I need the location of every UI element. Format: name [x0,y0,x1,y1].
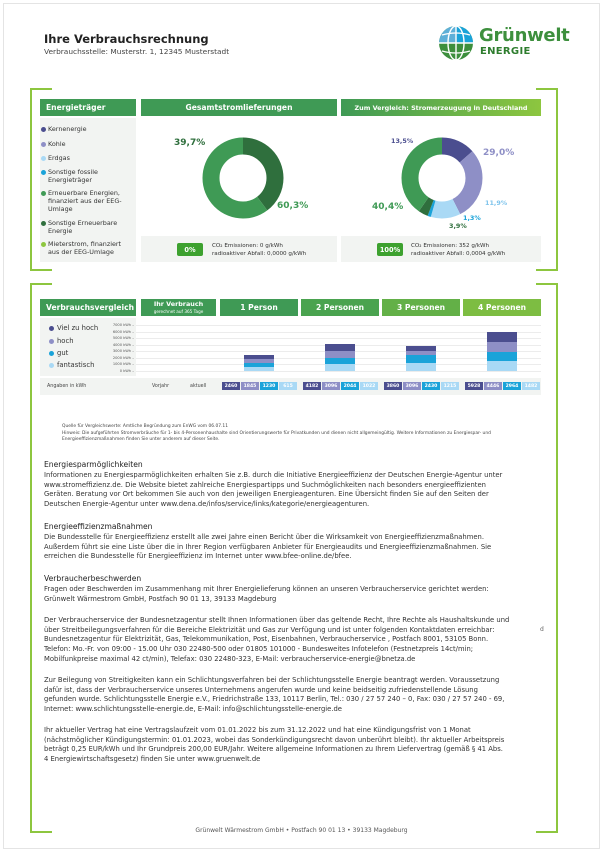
tab-4-personen: 4 Personen [463,299,541,316]
tab-3-personen: 3 Personen [382,299,460,316]
bar-fantastisch [325,364,355,371]
legend-dot-icon [41,242,46,247]
text-bundesnetzagentur: Der Verbraucherservice der Bundesnetzagentur stellt Ihnen Informationen über das geltende Recht, Ihre Rechte als Haushaltskunde und über Streitbeilegungsverfahren für die Bereiche Elektrizität und Gas zur Verfügung und ist unter folgenden Kontaktdaten erreichbar: Bundesnetzagentur für Elektrizität, Gas, Telekommunikation, Post, Eisenbahnen, Verbraucherservice , Postfach 8001, 53105 Bonn. Telefon: Mo.-Fr. von 09:00 - 15.00 Uhr 030 22480-500 oder 01805 101000 - Bundesweites Infotelefon (Festnetzpreis 14ct/min; Mobilfunkpreise maximal 42 ct/min), Telefax: 030 22480-323, E-Mail: verbraucherservice-energie@bnetza.de [44,616,510,663]
legend-dot-icon [41,127,46,132]
mid-emissions: CO₂ Emissionen: 0 g/kWh radioaktiver Abfall: 0,0000 g/kWh [212,243,307,257]
pct-erdgas: 11,9% [485,199,508,207]
globe-icon [437,24,475,62]
value-box-viel-zu-hoch: 3860 [384,382,402,390]
text-vertrag: Ihr aktueller Vertrag hat eine Vertragslaufzeit vom 01.01.2022 bis zum 31.12.2022 und hat eine Kündigungsfrist von 1 Monat (nächstmöglicher Kündigungstermin: 01.01.2023, wobei das Sonderkündigungsrecht davon unberührt bleibt). Ihr aktueller Arbeitspreis beträgt 0,25 EUR/kWh und Ihr Grundpreis 200,00 EUR/Jahr. Weitere allgemeine Informationen zu Ihrem Liefervertrag (gemäß § 41 Abs. 4 Energiewirtschaftsgesetz) finden Sie unter www.gruenwelt.de [44,726,505,764]
page-footer: Grünwelt Wärmestrom GmbH • Postfach 90 01 13 • 39133 Magdeburg [195,827,408,834]
company-logo [437,23,577,63]
tab-verbrauchsvergleich: Verbrauchsvergleich [40,299,136,316]
value-box-viel-zu-hoch: 4182 [303,382,321,390]
value-box-fantastisch: 1482 [522,382,540,390]
legend-eeg: Erneuerbare Energien, finanziert aus der EEG-Umlage [48,189,130,213]
value-box-viel-zu-hoch: 5928 [465,382,483,390]
bar-viel-zu-hoch [487,332,517,342]
text-schlichtung: Zur Beilegung von Streitigkeiten kann ein Schlichtungsverfahren bei der Schlichtungsstelle Energie beantragt werden. Voraussetzung dafür ist, dass der Verbraucherservice unseres Unternehmens angerufen wurde und keine beidseitig zufriedenstellende Lösung gefunden wurde. Schlichtungsstelle Energie e.V., Friedrichstraße 133, 10117 Berlin, Tel.: 030 / 27 57 240 – 0, Fax: 030 / 27 57 240 - 69, Internet: www.schlichtungsstelle-energie.de, E-Mail: info@schlichtungsstelle-energie.de [44,676,505,714]
value-box-gut: 1230 [260,382,278,390]
bar-gut [244,363,274,367]
y-tick-label: 1000 kWh – [112,362,134,367]
logo-subtitle: ENERGIE [480,46,531,57]
value-box-gut: 2964 [503,382,521,390]
pct-eeg-de: 40,4% [372,202,404,212]
bar-viel-zu-hoch [244,355,274,359]
bar-fantastisch [487,361,517,371]
legend-hoch: hoch [57,337,74,345]
gridline [136,338,541,339]
vorjahr-label: Vorjahr [152,384,170,389]
legend-dot-icon [41,156,46,161]
logo-wordmark: Grünwelt [479,25,570,46]
legend-sonstige-fossile: Sonstige fossile Energieträger [48,168,130,184]
bar-viel-zu-hoch [325,344,355,351]
bar-gut [406,355,436,363]
heading-beschwerden: Verbraucherbeschwerden [44,574,142,583]
y-tick-label: 7000 kWh – [112,323,134,327]
legend-fantastisch: fantastisch [57,361,94,369]
pct-sonstige-erneuerbare-de: 3,9% [449,222,467,230]
source-note: Quelle für Vergleichswerte: Amtliche Begründung zum EnWG vom 06.07.11 [62,424,229,429]
gridline [136,325,541,326]
heading-energiespar: Energiesparmöglichkeiten [44,460,143,469]
text-beschwerden: Fragen oder Beschwerden im Zusammenhang mit Ihrer Energielieferung können an unseren Verbraucherservice gerichtet werden: Grünwelt Wärmestrom GmbH, Postfach 90 01 13, 39133 Magdeburg [44,585,489,603]
value-box-hoch: 1845 [241,382,259,390]
pct-sonstige-fossile: 1,3% [463,214,481,222]
aktuell-label: aktuell [190,384,207,389]
legend-dot-icon [49,351,54,356]
y-tick-label: 2000 kWh – [112,355,134,360]
page-title: Ihre Verbrauchsrechnung [44,32,209,46]
consumption-address: Verbrauchsstelle: Musterstr. 1, 12345 Musterstadt [44,47,230,56]
unit-label: Angaben in kWh [47,384,87,389]
value-box-gut: 2430 [422,382,440,390]
legend-sonstige-erneuerbare: Sonstige Erneuerbare Energie [48,219,130,235]
hint-note-cont: Energieeffizienzmaßnahmen finden Sie unter anderem auf dieser Seite. [62,437,220,442]
tab-1-person: 1 Person [220,299,298,316]
legend-dot-icon [41,170,46,175]
legend-dot-icon [49,326,54,331]
bar-hoch [325,351,355,358]
bar-gut [487,352,517,362]
y-tick-label: 4000 kWh – [112,342,134,347]
value-box-fantastisch: 615 [279,382,297,390]
value-box-viel-zu-hoch: 2460 [222,382,240,390]
legend-dot-icon [49,339,54,344]
tab-vergleich-deutschland: Zum Vergleich: Stromerzeugung in Deutschland [341,99,541,116]
stray-mark: d [540,626,544,633]
bar-fantastisch [406,363,436,371]
legend-gut: gut [57,349,68,357]
y-tick-label: 6000 kWh – [112,329,134,334]
y-tick-label: 3000 kWh – [112,349,134,354]
y-tick-label: 5000 kWh – [112,336,134,341]
value-box-fantastisch: 1022 [360,382,378,390]
heading-effizienz: Energieeffizienzmaßnahmen [44,522,153,531]
tab-gesamtstromlieferungen: Gesamtstromlieferungen [141,99,337,116]
tab-ihr-verbrauch: Ihr Verbrauch gerechnet auf 365 Tage [141,299,216,316]
pct-kohle: 29,0% [483,148,515,158]
legend-viel-zu-hoch: Viel zu hoch [57,324,98,332]
right-emissions: CO₂ Emissionen: 352 g/kWh radioaktiver Abfall: 0,0004 g/kWh [411,243,506,257]
legend-dot-icon [41,142,46,147]
legend-erdgas: Erdgas [48,154,70,162]
bar-hoch [487,342,517,352]
y-tick-label: 0 kWh – [119,369,134,373]
legend-dot-icon [49,363,54,368]
bar-gut [325,358,355,365]
hint-note: Hinweis: Die aufgeführten Stromverbräuche für 1- bis 4-Personenhaushalte sind Orientierungswerte für Privatkunden und dienen nicht allgemeingültig. Weitere Informationen zu Energiespar- und [62,431,491,436]
tab-2-personen: 2 Personen [301,299,379,316]
bar-hoch [244,359,274,363]
value-box-hoch: 4446 [484,382,502,390]
value-box-hoch: 3096 [322,382,340,390]
value-box-hoch: 3096 [403,382,421,390]
gridline [136,371,541,372]
mid-eeg-badge: 0% [177,243,203,256]
bar-fantastisch [244,367,274,371]
right-badge: 100% [377,243,403,256]
pct-kernenergie: 13,5% [391,137,414,145]
gridline [136,332,541,333]
legend-dot-icon [41,221,46,226]
legend-kohle: Kohle [48,140,66,148]
donut-deutschland [397,133,487,223]
donut-gesamtstrom [198,133,288,223]
legend-mieterstrom: Mieterstrom, finanziert aus der EEG-Umlage [48,240,134,256]
pct-sonstige-erneuerbare: 39,7% [174,138,206,148]
bar-hoch [406,351,436,355]
pct-eeg: 60,3% [277,201,309,211]
value-box-fantastisch: 1215 [441,382,459,390]
text-energiespar: Informationen zu Energiesparmöglichkeiten erhalten Sie z.B. durch die Initiative Energieeffizienz der Deutschen Energie-Agentur unter www.stromeffizienz.de. Die Website bietet zahlreiche Energiespartipps und Suchmöglichkeiten nach besonders energieeffizienten Geräten. Beratung vor Ort bekommen Sie auch von den jeweiligen Energieagenturen. Eine Übersicht finden Sie auf den Seiten der Deutschen Energie-Agentur unter www.dena.de/infos/service/links/kategorie/energieagenturen. [44,471,503,509]
legend-kernenergie: Kernenergie [48,125,87,133]
text-effizienz: Die Bundesstelle für Energieeffizienz erstellt alle zwei Jahre einen Bericht über die Wirksamkeit von Energieeffizienzmaßnahmen. Außerdem führt sie eine Liste über die in Ihrer Region verfügbaren Anbieter für Energieaudits und Energieeffizienzmaßnahmen. Sie erreichen die Bundesstelle für Energieeffizienz im Internet unter www.bfee-online.de/bfee. [44,533,492,561]
tab-energietraeger: Energieträger [40,99,136,116]
legend-dot-icon [41,191,46,196]
bar-viel-zu-hoch [406,346,436,351]
value-box-gut: 2044 [341,382,359,390]
